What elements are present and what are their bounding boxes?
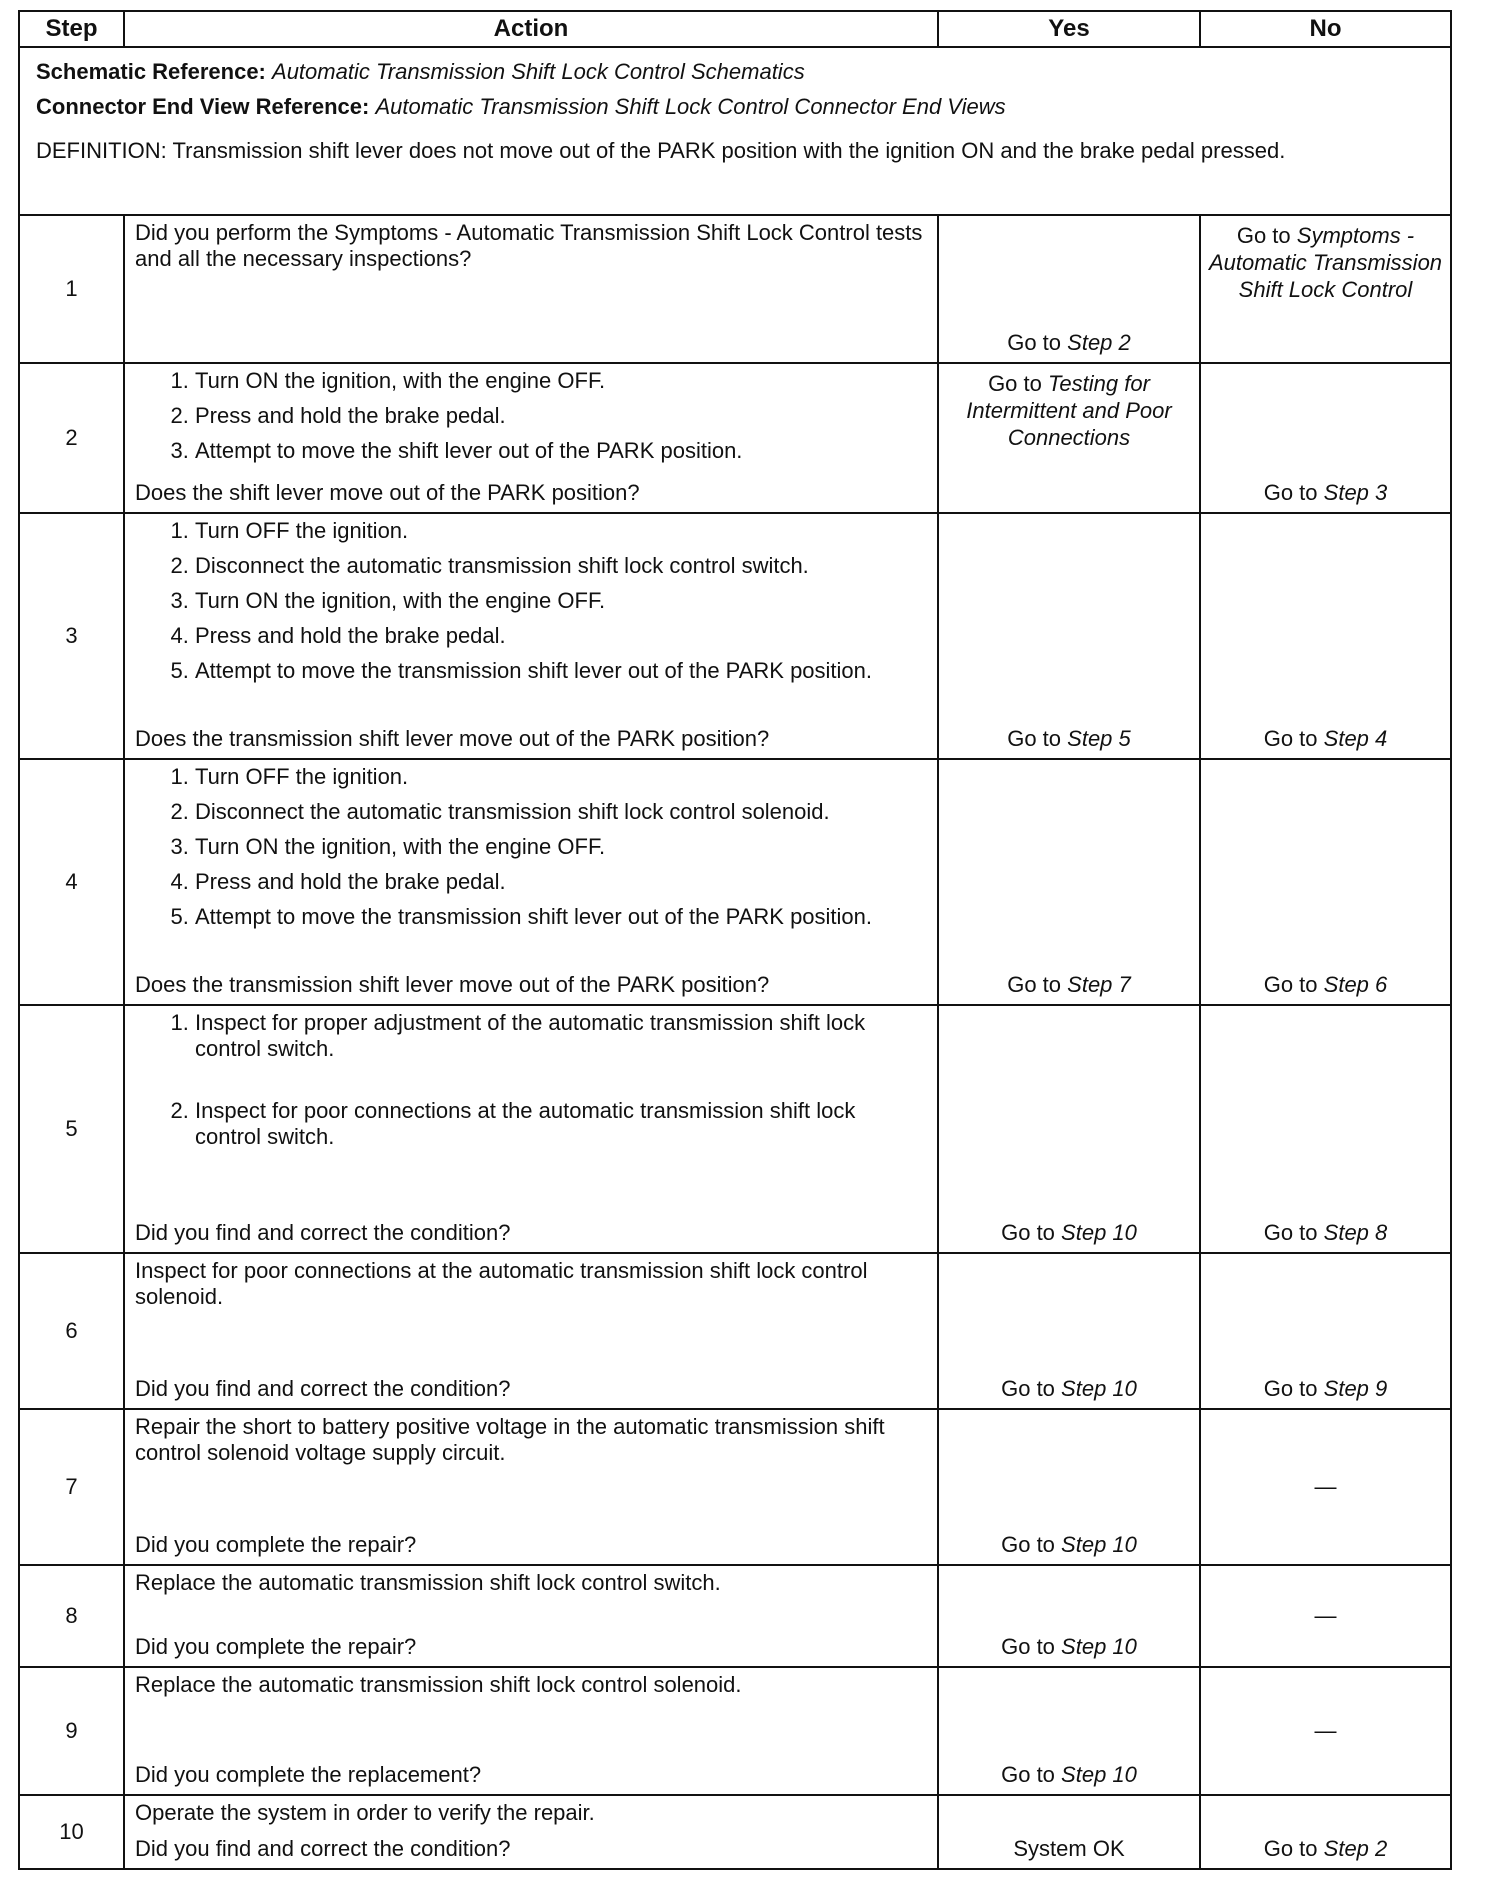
yes-cell xyxy=(938,1409,1200,1565)
schematic-reference: Schematic Reference: Automatic Transmission Shift Lock Control Schematics xyxy=(36,59,805,84)
step-link[interactable]: Step 9 xyxy=(1323,1376,1388,1401)
no-cell xyxy=(1200,1253,1451,1409)
yes-action: Go to Step 2 xyxy=(1007,330,1131,355)
question-text: Does the shift lever move out of the PARK position? xyxy=(135,480,640,505)
no-cell xyxy=(1200,759,1451,1005)
step-number: 5 xyxy=(19,1005,124,1253)
procedure-list xyxy=(135,368,927,473)
table-row xyxy=(19,1005,1451,1253)
no-cell xyxy=(1200,215,1451,363)
connector-reference: Connector End View Reference: Automatic Transmission Shift Lock Control Connector End Views xyxy=(36,94,1006,119)
step-link[interactable]: Step 8 xyxy=(1323,1220,1388,1245)
diagnostic-table-container xyxy=(18,10,1450,1870)
procedure-list xyxy=(135,518,927,693)
no-action: Go to Step 8 xyxy=(1263,1220,1388,1245)
question-text: Did you find and correct the condition? xyxy=(135,1220,511,1245)
no-cell xyxy=(1200,1667,1451,1795)
action-text: Repair the short to battery positive voltage in the automatic transmission shift control solenoid voltage supply circuit. xyxy=(135,1414,885,1465)
yes-cell xyxy=(938,1253,1200,1409)
step-link[interactable]: Step 10 xyxy=(1061,1762,1137,1787)
list-item: 3. Turn ON the ignition, with the engine OFF. xyxy=(195,588,927,623)
step-link[interactable]: Step 10 xyxy=(1061,1220,1137,1245)
symptoms-link[interactable]: Symptoms - Automatic Transmission Shift Lock Control xyxy=(1208,223,1443,302)
action-cell xyxy=(124,215,938,363)
step-link[interactable]: Step 10 xyxy=(1061,1634,1137,1659)
step-link[interactable]: Step 2 xyxy=(1323,1836,1388,1861)
list-item: 3. Attempt to move the shift lever out of the PARK position. xyxy=(195,438,927,473)
action-cell xyxy=(124,1795,938,1869)
table-row xyxy=(19,1409,1451,1565)
step-number: 4 xyxy=(19,759,124,1005)
yes-cell xyxy=(938,215,1200,363)
step-link[interactable]: Step 3 xyxy=(1323,480,1388,505)
yes-cell xyxy=(938,1795,1200,1869)
question-text: Did you complete the repair? xyxy=(135,1532,417,1557)
action-cell xyxy=(124,1409,938,1565)
step-number: 9 xyxy=(19,1667,124,1795)
step-number: 3 xyxy=(19,513,124,759)
header-no: No xyxy=(1200,11,1451,47)
yes-action: Go to Testing for Intermittent and Poor Connections xyxy=(966,371,1172,450)
question-text: Did you complete the repair? xyxy=(135,1634,417,1659)
procedure-list xyxy=(135,1010,927,1159)
procedure-list xyxy=(135,764,927,939)
question-text: Did you find and correct the condition? xyxy=(135,1376,511,1401)
yes-action: System OK xyxy=(1013,1836,1125,1861)
no-action: Go to Step 6 xyxy=(1263,972,1388,997)
header-action: Action xyxy=(124,11,938,47)
action-text: Replace the automatic transmission shift lock control switch. xyxy=(135,1570,721,1595)
table-row xyxy=(19,1253,1451,1409)
step-link[interactable]: Step 5 xyxy=(1067,726,1131,751)
step-number: 2 xyxy=(19,363,124,513)
no-cell xyxy=(1200,1409,1451,1565)
table-row xyxy=(19,759,1451,1005)
diagnostic-table xyxy=(18,10,1452,1870)
yes-cell xyxy=(938,759,1200,1005)
action-cell xyxy=(124,1667,938,1795)
yes-cell xyxy=(938,1667,1200,1795)
yes-action: Go to Step 10 xyxy=(1001,1634,1137,1659)
yes-action: Go to Step 10 xyxy=(1001,1532,1137,1557)
no-action: Go to Step 2 xyxy=(1263,1836,1388,1861)
yes-cell xyxy=(938,513,1200,759)
no-cell xyxy=(1200,363,1451,513)
list-item: 1. Turn OFF the ignition. xyxy=(195,518,927,553)
list-item: 1. Turn OFF the ignition. xyxy=(195,764,927,799)
step-link[interactable]: Step 6 xyxy=(1323,972,1388,997)
no-action: Go to Step 4 xyxy=(1263,726,1388,751)
action-text: Inspect for poor connections at the automatic transmission shift lock control solenoid. xyxy=(135,1258,868,1309)
yes-action: Go to Step 7 xyxy=(1007,972,1131,997)
list-item: 2. Inspect for poor connections at the automatic transmission shift lock control switch. xyxy=(195,1098,927,1159)
table-row xyxy=(19,1667,1451,1795)
no-cell xyxy=(1200,1005,1451,1253)
table-row xyxy=(19,1795,1451,1869)
table-row xyxy=(19,215,1451,363)
schematic-reference-link[interactable]: Automatic Transmission Shift Lock Control Schematics xyxy=(272,59,805,84)
list-item: 4. Press and hold the brake pedal. xyxy=(195,623,927,658)
yes-action: Go to Step 10 xyxy=(1001,1376,1137,1401)
step-link[interactable]: Step 4 xyxy=(1323,726,1388,751)
question-text: Did you complete the replacement? xyxy=(135,1762,482,1787)
step-number: 1 xyxy=(19,215,124,363)
step-number: 6 xyxy=(19,1253,124,1409)
list-item: 2. Press and hold the brake pedal. xyxy=(195,403,927,438)
list-item: 4. Press and hold the brake pedal. xyxy=(195,869,927,904)
yes-action: Go to Step 10 xyxy=(1001,1220,1137,1245)
testing-link[interactable]: Testing for Intermittent and Poor Connections xyxy=(966,371,1172,450)
header-yes: Yes xyxy=(938,11,1200,47)
yes-cell xyxy=(938,1565,1200,1667)
no-dash: — xyxy=(1314,1603,1337,1628)
no-action: Go to Step 3 xyxy=(1263,480,1388,505)
action-text: Did you perform the Symptoms - Automatic Transmission Shift Lock Control tests and all the necessary inspections? xyxy=(135,220,923,271)
table-row xyxy=(19,363,1451,513)
list-item: 1. Inspect for proper adjustment of the automatic transmission shift lock control switch. xyxy=(195,1010,927,1098)
list-item: 2. Disconnect the automatic transmission shift lock control solenoid. xyxy=(195,799,927,834)
action-text: Replace the automatic transmission shift lock control solenoid. xyxy=(135,1672,742,1697)
no-action: Go to Symptoms - Automatic Transmission Shift Lock Control xyxy=(1208,223,1443,302)
question-text: Does the transmission shift lever move out of the PARK position? xyxy=(135,726,770,751)
no-dash: — xyxy=(1314,1718,1337,1743)
question-text: Did you find and correct the condition? xyxy=(135,1836,511,1861)
header-row xyxy=(19,11,1451,47)
yes-action: Go to Step 10 xyxy=(1001,1762,1137,1787)
no-cell xyxy=(1200,513,1451,759)
reference-row xyxy=(19,47,1451,215)
no-cell xyxy=(1200,1565,1451,1667)
list-item: 3. Turn ON the ignition, with the engine OFF. xyxy=(195,834,927,869)
yes-action: Go to Step 5 xyxy=(1007,726,1131,751)
step-link[interactable]: Step 10 xyxy=(1061,1532,1137,1557)
yes-cell xyxy=(938,363,1200,513)
no-dash: — xyxy=(1314,1474,1337,1499)
table-row xyxy=(19,513,1451,759)
connector-reference-link[interactable]: Automatic Transmission Shift Lock Control Connector End Views xyxy=(375,94,1006,119)
no-cell xyxy=(1200,1795,1451,1869)
step-number: 7 xyxy=(19,1409,124,1565)
table-row xyxy=(19,1565,1451,1667)
step-link[interactable]: Step 7 xyxy=(1067,972,1131,997)
action-cell xyxy=(124,513,938,759)
step-link[interactable]: Step 10 xyxy=(1061,1376,1137,1401)
header-step: Step xyxy=(19,11,124,47)
step-number: 8 xyxy=(19,1565,124,1667)
reference-cell xyxy=(19,47,1451,215)
action-cell xyxy=(124,1005,938,1253)
list-item: 5. Attempt to move the transmission shift lever out of the PARK position. xyxy=(195,904,927,939)
question-text: Does the transmission shift lever move out of the PARK position? xyxy=(135,972,770,997)
step-link[interactable]: Step 2 xyxy=(1067,330,1131,355)
no-action: Go to Step 9 xyxy=(1263,1376,1388,1401)
list-item: 5. Attempt to move the transmission shift lever out of the PARK position. xyxy=(195,658,927,693)
list-item: 2. Disconnect the automatic transmission shift lock control switch. xyxy=(195,553,927,588)
yes-cell xyxy=(938,1005,1200,1253)
step-number: 10 xyxy=(19,1795,124,1869)
list-item: 1. Turn ON the ignition, with the engine OFF. xyxy=(195,368,927,403)
definition-text: DEFINITION: Transmission shift lever does not move out of the PARK position with the ignition ON and the brake pedal pressed. xyxy=(36,138,1286,163)
action-text: Operate the system in order to verify the repair. xyxy=(135,1800,595,1825)
action-cell xyxy=(124,363,938,513)
action-cell xyxy=(124,759,938,1005)
action-cell xyxy=(124,1253,938,1409)
action-cell xyxy=(124,1565,938,1667)
